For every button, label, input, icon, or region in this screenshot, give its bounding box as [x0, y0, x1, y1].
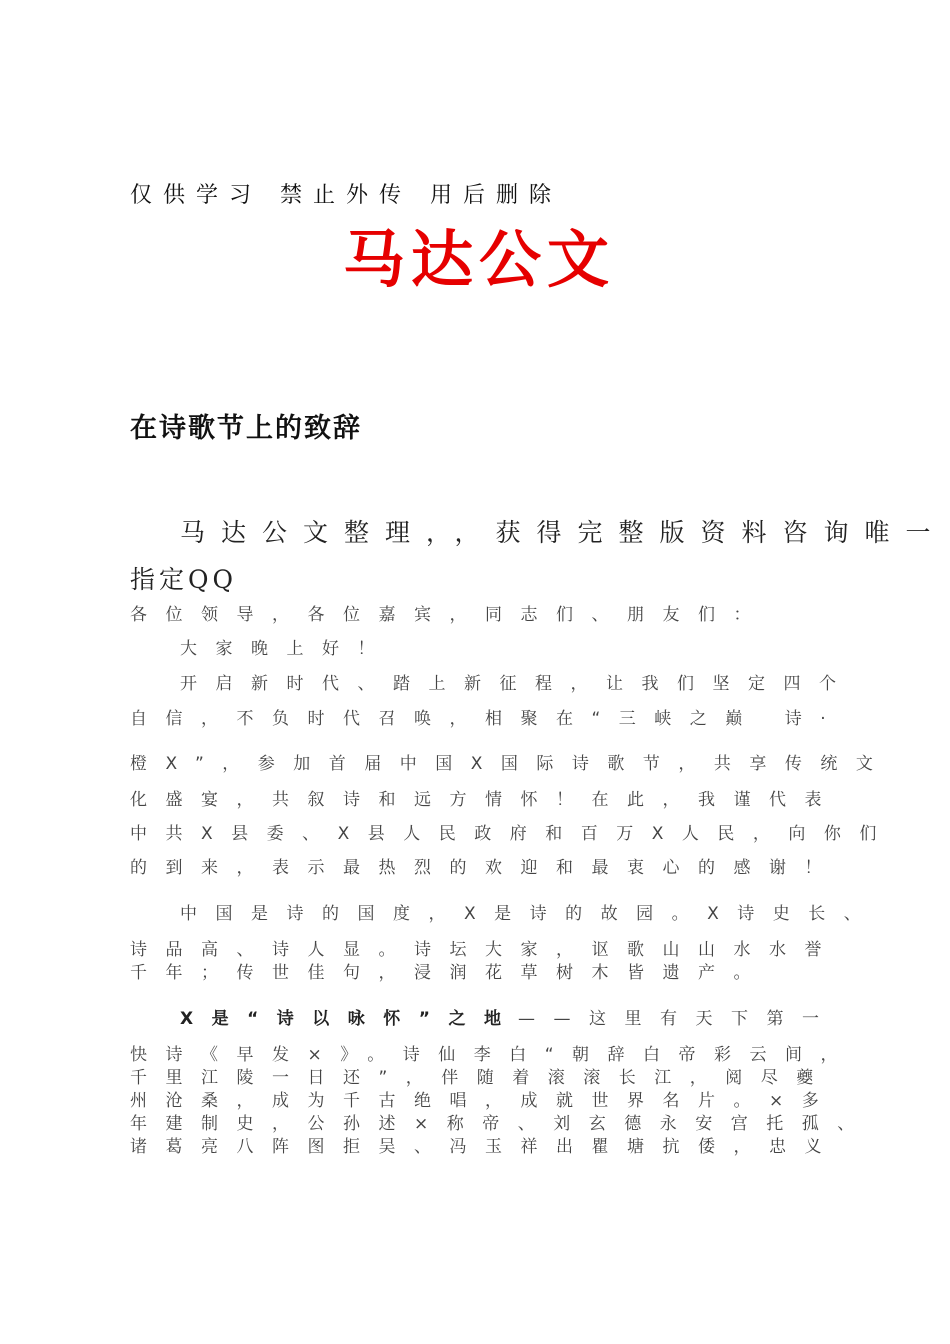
- paragraph-line: 诸葛亮八阵图拒吴、冯玉祥出瞿塘抗倭，忠义: [130, 1137, 840, 1157]
- greeting: 大家晚上好！: [180, 639, 393, 659]
- document-title: 在诗歌节上的致辞: [130, 413, 362, 444]
- paragraph-line: 自信，不负时代召唤，相聚在“三峡之巅 诗·: [130, 709, 845, 729]
- paragraph-line: 诗品高、诗人显。诗坛大家，讴歌山山水水誉: [130, 940, 840, 960]
- paragraph-line: 化盛宴，共叙诗和远方情怀！在此，我谨代表: [130, 790, 840, 810]
- paragraph-line: 年建制史，公孙述×称帝、刘玄德永安宫托孤、: [130, 1114, 873, 1134]
- paragraph-line: 千年；传世佳句，浸润花草树木皆遗产。: [130, 963, 769, 983]
- intro-line: 指定QQ: [130, 565, 237, 594]
- usage-notice: 仅供学习 禁止外传 用后删除: [130, 183, 562, 208]
- paragraph-line: ——这里有天下第一: [518, 1009, 838, 1029]
- paragraph-line-bold: X是“诗以咏怀”之地: [180, 1009, 520, 1029]
- salutation: 各位领导，各位嘉宾，同志们、朋友们：: [130, 605, 769, 625]
- paragraph-line: 中国是诗的国度，X是诗的故园。X诗史长、: [180, 904, 880, 924]
- paragraph-line: 快诗《早发×》。诗仙李白“朝辞白帝彩云间，: [130, 1045, 857, 1065]
- intro-line: 马达公文整理，，获得完整版资料咨询唯一: [180, 518, 947, 547]
- paragraph-line: 开启新时代、踏上新征程，让我们坚定四个: [180, 674, 855, 694]
- paragraph-line: 州沧桑，成为千古绝唱，成就世界名片。×多: [130, 1091, 838, 1111]
- paragraph-line: 的到来，表示最热烈的欢迎和最衷心的感谢！: [130, 858, 840, 878]
- paragraph-line: 千里江陵一日还”，伴随着滚滚长江，阅尽夔: [130, 1068, 832, 1088]
- brand-logo-text: 马达公文: [343, 223, 616, 296]
- paragraph-line: 橙X”，参加首届中国X国际诗歌节，共享传统文: [130, 754, 892, 774]
- paragraph-line: 中共X县委、X县人民政府和百万X人民，向你们: [130, 824, 895, 844]
